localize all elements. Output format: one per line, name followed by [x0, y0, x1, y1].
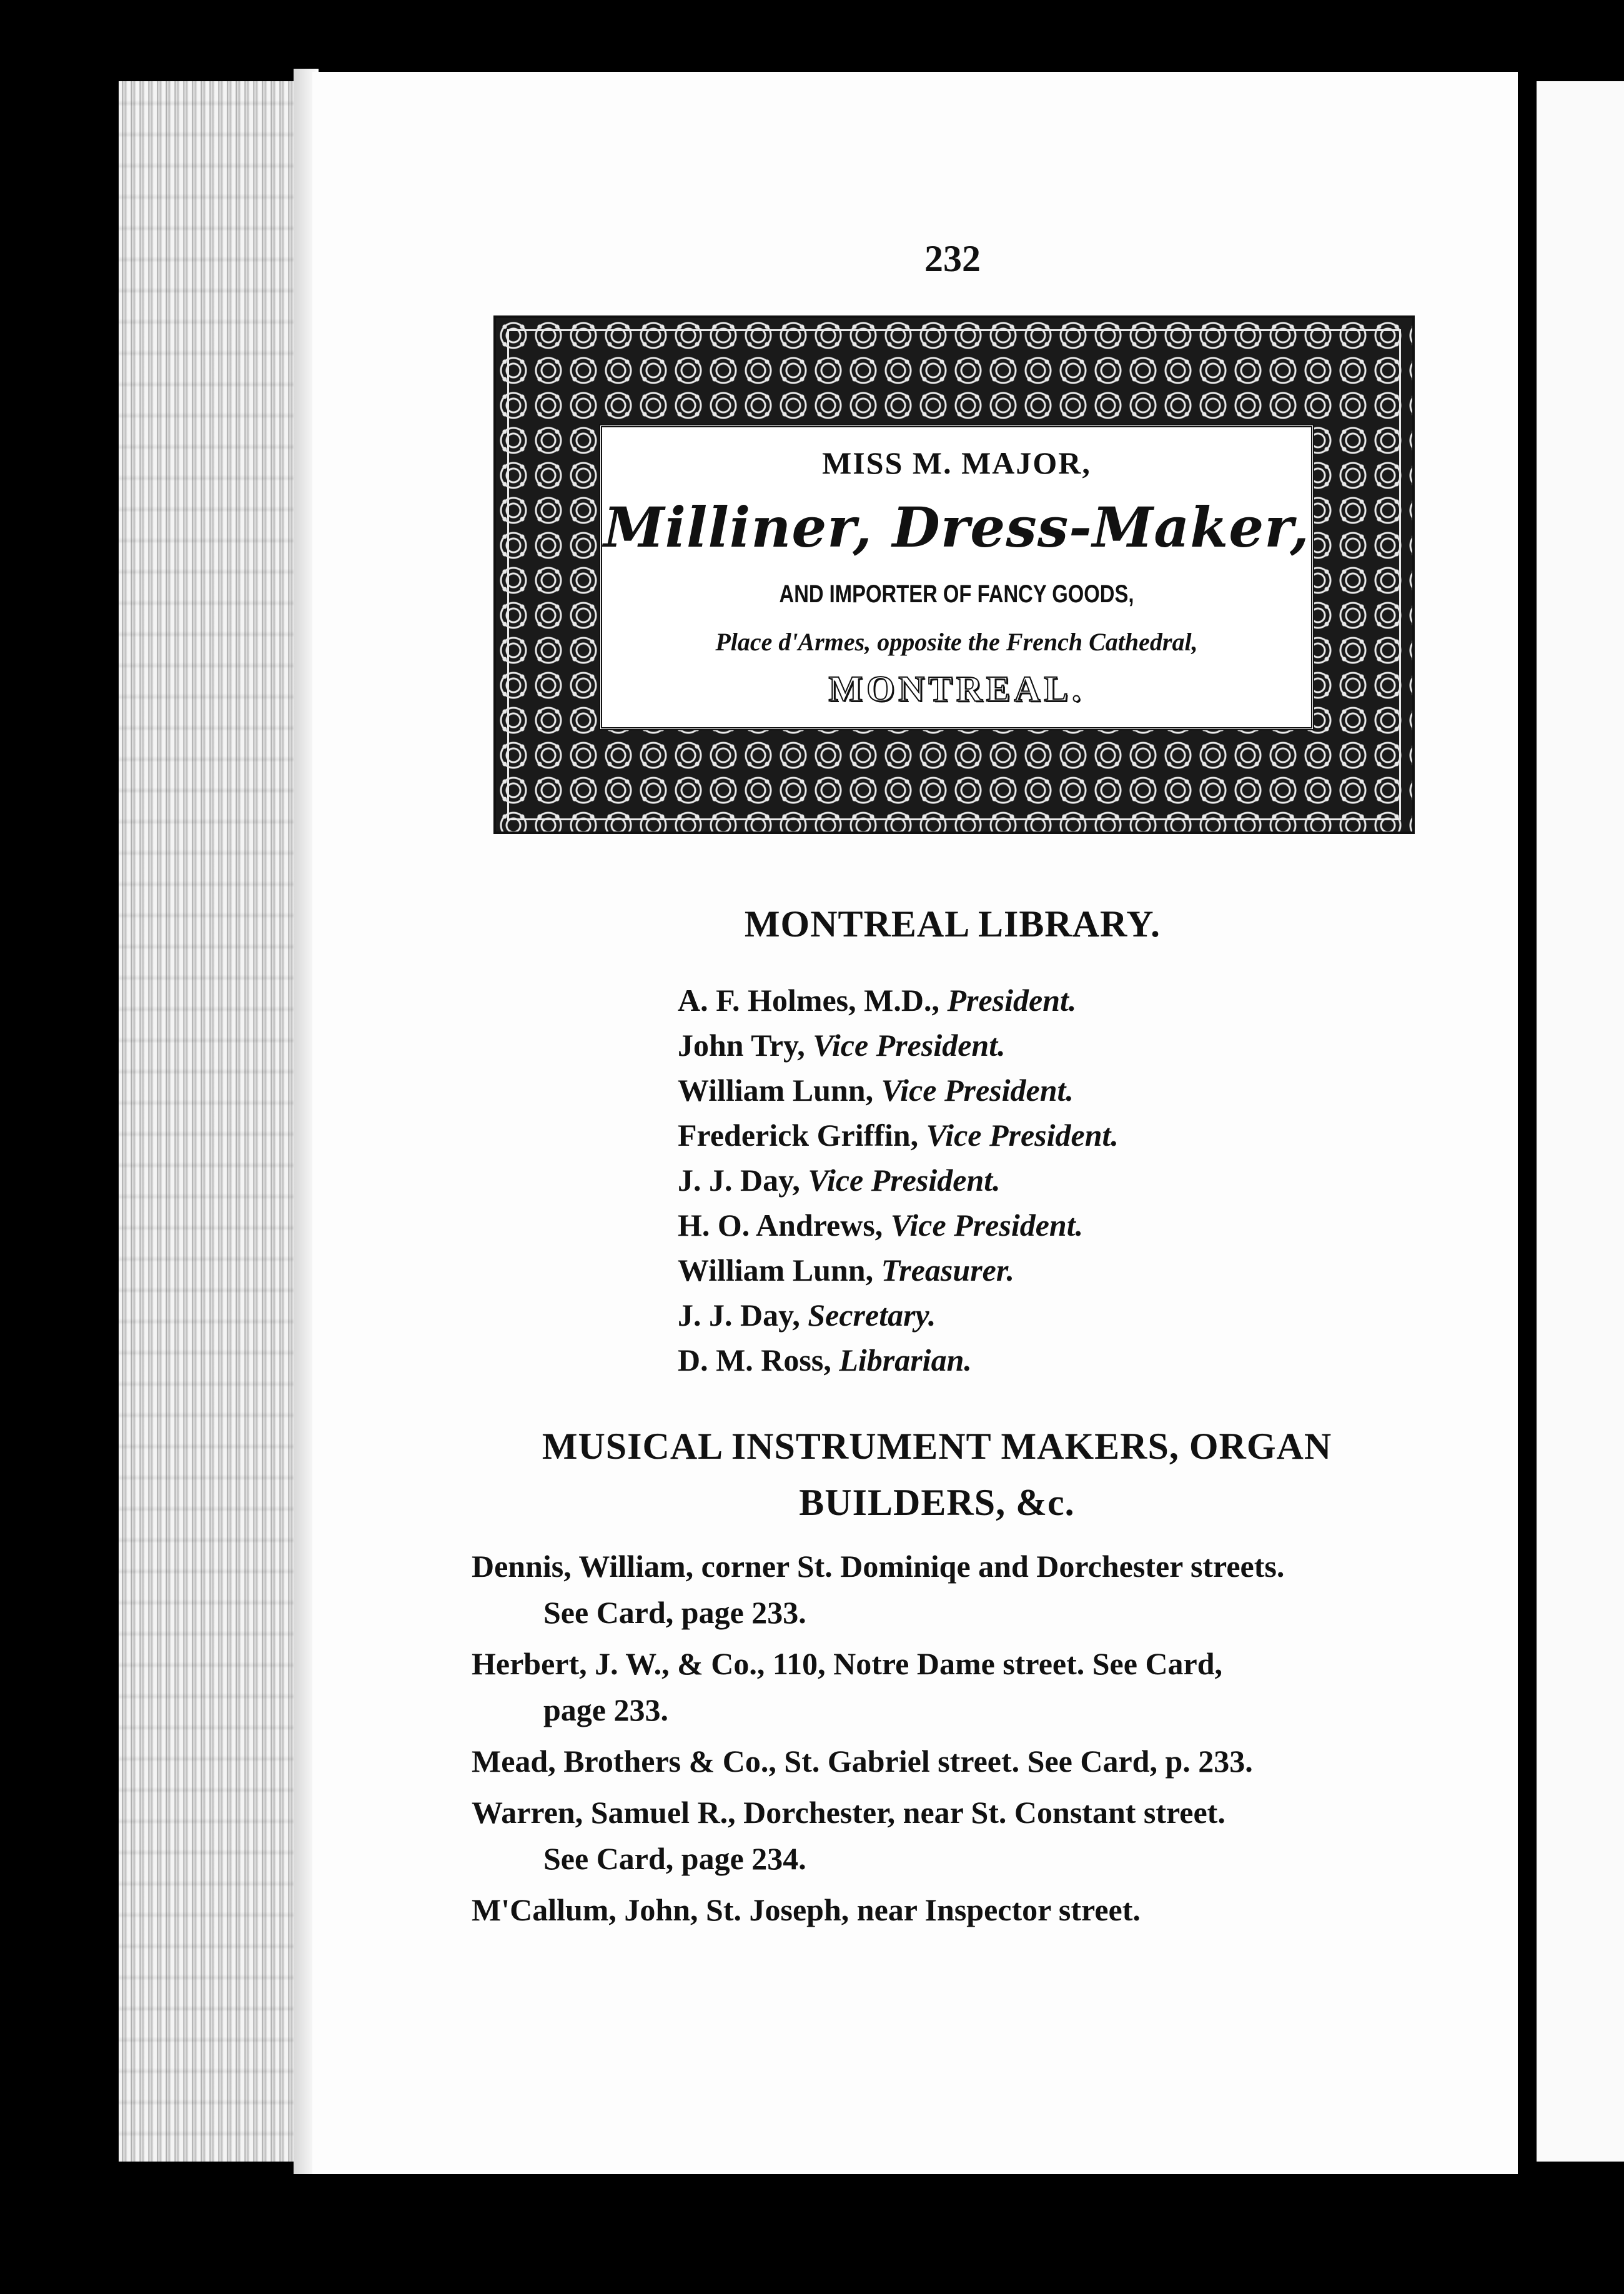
facing-page-edge	[1537, 81, 1624, 2162]
music-heading-line1: MUSICAL INSTRUMENT MAKERS, ORGAN	[542, 1426, 1332, 1467]
page-number: 232	[924, 238, 981, 279]
library-officer: William Lunn, Treasurer.	[678, 1253, 1015, 1288]
advertisement-card	[599, 424, 1314, 730]
library-officer: J. J. Day, Vice President.	[678, 1163, 1001, 1198]
directory-entry: Dennis, William, corner St. Dominiqe and Dorchester streets. See Card, page 233.	[472, 1549, 1285, 1630]
card-address: Place d'Armes, opposite the French Cathedral,	[715, 628, 1198, 656]
library-officer: A. F. Holmes, M.D., President.	[678, 983, 1077, 1018]
directory-entry: Warren, Samuel R., Dorchester, near St. Constant street. See Card, page 234.	[472, 1795, 1225, 1876]
music-entries-list	[472, 1543, 1421, 1938]
advertisement-card-border	[493, 315, 1415, 834]
library-officer: D. M. Ross, Librarian.	[678, 1343, 972, 1378]
card-importer: AND IMPORTER OF FANCY GOODS,	[779, 580, 1134, 608]
library-officers-list	[678, 978, 1119, 1383]
library-officer: H. O. Andrews, Vice President.	[678, 1208, 1084, 1243]
music-heading	[493, 1418, 1380, 1531]
card-name: MISS M. MAJOR,	[822, 445, 1091, 480]
card-city: MONTREAL.	[828, 668, 1085, 709]
book-page-edges	[119, 81, 319, 2162]
directory-entry: M'Callum, John, St. Joseph, near Inspector street.	[472, 1892, 1141, 1927]
card-trade: Milliner, Dress-Maker,	[603, 495, 1310, 560]
library-officer: Frederick Griffin, Vice President.	[678, 1118, 1119, 1153]
library-officer: William Lunn, Vice President.	[678, 1073, 1074, 1108]
directory-entry: Mead, Brothers & Co., St. Gabriel street. See Card, p. 233.	[472, 1744, 1253, 1779]
library-heading: MONTREAL LIBRARY.	[744, 903, 1161, 945]
directory-entry: Herbert, J. W., & Co., 110, Notre Dame street. See Card, page 233.	[472, 1646, 1223, 1727]
library-officer: John Try, Vice President.	[678, 1028, 1006, 1063]
music-heading-line2: BUILDERS, &c.	[799, 1482, 1075, 1523]
library-officer: J. J. Day, Secretary.	[678, 1298, 936, 1333]
